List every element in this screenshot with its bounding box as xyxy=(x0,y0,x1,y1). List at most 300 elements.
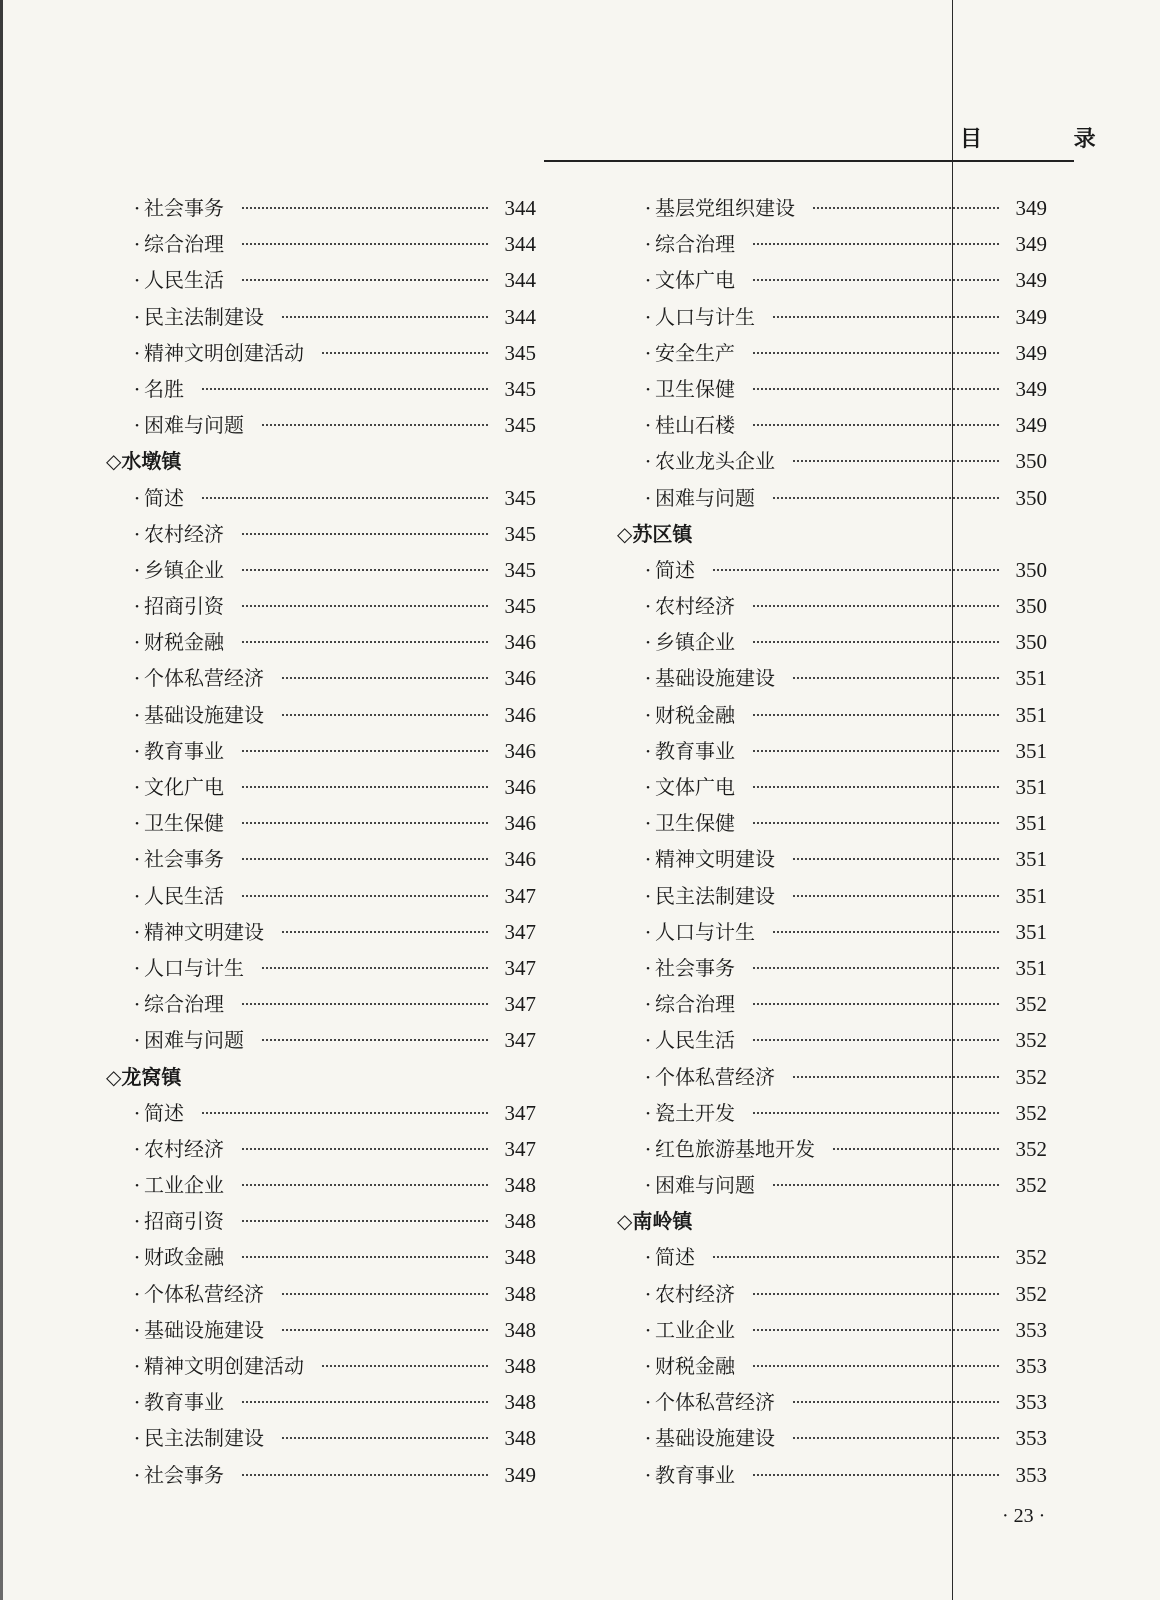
dot-leader xyxy=(773,497,999,499)
toc-entry-page: 352 xyxy=(1015,1100,1047,1125)
toc-entry-page: 352 xyxy=(1015,1281,1047,1306)
toc-entry-page: 352 xyxy=(1015,1028,1047,1053)
dot-leader xyxy=(282,316,488,318)
toc-entry-label: 简述 xyxy=(655,1245,695,1270)
toc-entry-page: 347 xyxy=(504,1136,536,1161)
bullet-dot: · xyxy=(644,1245,652,1270)
bullet-dot: · xyxy=(644,666,652,691)
toc-entry-page: 345 xyxy=(504,413,536,438)
toc-entry-page: 347 xyxy=(504,955,536,980)
toc-entry xyxy=(106,878,536,914)
toc-entry xyxy=(617,986,1047,1022)
bullet-dot: · xyxy=(133,1462,141,1487)
toc-entry xyxy=(617,552,1047,588)
toc-entry xyxy=(617,878,1047,914)
toc-entry xyxy=(617,1384,1047,1420)
toc-entry xyxy=(617,1348,1047,1384)
toc-entry-page: 349 xyxy=(1015,196,1047,220)
toc-entry-label: 文化广电 xyxy=(144,775,224,799)
bullet-dot: · xyxy=(133,1426,141,1451)
toc-entry xyxy=(106,805,536,841)
toc-entry-label: 农村经济 xyxy=(655,1281,735,1306)
dot-leader xyxy=(773,316,999,318)
toc-entry-page: 346 xyxy=(504,738,536,763)
toc-section-heading xyxy=(106,443,536,479)
toc-entry xyxy=(617,1095,1047,1131)
dot-leader xyxy=(262,1039,488,1041)
toc-entry-label: 招商引资 xyxy=(144,1209,224,1234)
bullet-dot: · xyxy=(644,1426,652,1451)
toc-entry-label: 乡镇企业 xyxy=(655,630,735,655)
dot-leader xyxy=(242,1474,488,1476)
toc-entry-label: 精神文明建设 xyxy=(144,919,264,944)
bullet-dot: · xyxy=(644,485,652,510)
bullet-dot: · xyxy=(644,1100,652,1125)
dot-leader xyxy=(282,931,488,933)
toc-entry-label: 民主法制建设 xyxy=(144,1426,264,1451)
toc-entry-label: 卫生保健 xyxy=(655,376,735,401)
toc-entry xyxy=(106,226,536,262)
toc-entry-label: 基础设施建设 xyxy=(655,666,775,691)
dot-leader xyxy=(242,605,488,607)
toc-entry-page: 353 xyxy=(1015,1462,1047,1487)
toc-entry-page: 353 xyxy=(1015,1426,1047,1451)
bullet-dot: · xyxy=(644,304,652,329)
toc-entry-page: 349 xyxy=(504,1462,536,1487)
bullet-dot: · xyxy=(133,1209,141,1234)
bullet-dot: · xyxy=(644,775,652,799)
toc-entry-page: 351 xyxy=(1015,883,1047,908)
toc-entry xyxy=(617,769,1047,805)
bullet-dot: · xyxy=(133,1136,141,1161)
toc-entry-page: 346 xyxy=(504,666,536,691)
toc-entry-page: 346 xyxy=(504,811,536,836)
section-label: ◇南岭镇 xyxy=(617,1209,693,1234)
toc-entry-page: 347 xyxy=(504,1028,536,1053)
toc-entry-page: 348 xyxy=(504,1281,536,1306)
bullet-dot: · xyxy=(133,1028,141,1053)
section-label: ◇龙窝镇 xyxy=(106,1064,182,1089)
toc-entry xyxy=(106,914,536,950)
toc-entry xyxy=(617,1312,1047,1348)
bullet-dot: · xyxy=(644,376,652,401)
dot-leader xyxy=(753,1365,999,1367)
toc-entry xyxy=(617,1167,1047,1203)
bullet-dot: · xyxy=(644,1173,652,1198)
toc-entry xyxy=(617,1420,1047,1456)
dot-leader xyxy=(242,207,488,209)
toc-entry xyxy=(617,733,1047,769)
dot-leader xyxy=(242,1003,488,1005)
toc-entry xyxy=(106,1022,536,1058)
dot-leader xyxy=(793,895,999,897)
toc-entry-label: 名胜 xyxy=(144,376,184,401)
toc-entry xyxy=(617,226,1047,262)
bullet-dot: · xyxy=(644,413,652,438)
toc-entry-label: 困难与问题 xyxy=(144,1028,244,1053)
toc-entry xyxy=(106,1239,536,1275)
toc-entry xyxy=(617,1022,1047,1058)
toc-entry xyxy=(106,299,536,335)
dot-leader xyxy=(773,931,999,933)
toc-entry xyxy=(617,299,1047,335)
dot-leader xyxy=(242,1148,488,1150)
toc-entry xyxy=(106,1131,536,1167)
bullet-dot: · xyxy=(644,811,652,836)
toc-entry-label: 综合治理 xyxy=(655,232,735,257)
dot-leader xyxy=(242,641,488,643)
dot-leader xyxy=(242,786,488,788)
toc-entry-page: 352 xyxy=(1015,1136,1047,1161)
toc-entry-page: 350 xyxy=(1015,449,1047,474)
toc-entry-page: 345 xyxy=(504,557,536,582)
toc-entry-page: 351 xyxy=(1015,919,1047,944)
toc-entry xyxy=(106,697,536,733)
toc-entry xyxy=(106,552,536,588)
toc-entry-page: 348 xyxy=(504,1245,536,1270)
toc-entry xyxy=(106,1167,536,1203)
toc-entry-page: 344 xyxy=(504,232,536,257)
dot-leader xyxy=(753,352,999,354)
toc-entry-label: 文体广电 xyxy=(655,268,735,293)
dot-leader xyxy=(753,279,999,281)
toc-entry-label: 文体广电 xyxy=(655,775,735,799)
toc-entry-label: 基础设施建设 xyxy=(655,1426,775,1451)
toc-entry-page: 346 xyxy=(504,630,536,655)
bullet-dot: · xyxy=(133,811,141,836)
dot-leader xyxy=(753,714,999,716)
dot-leader xyxy=(262,967,488,969)
toc-entry-page: 348 xyxy=(504,1317,536,1342)
bullet-dot: · xyxy=(133,1281,141,1306)
bullet-dot: · xyxy=(644,1281,652,1306)
toc-entry xyxy=(617,1457,1047,1493)
dot-leader xyxy=(753,1293,999,1295)
bullet-dot: · xyxy=(133,485,141,510)
bullet-dot: · xyxy=(644,955,652,980)
toc-entry xyxy=(106,769,536,805)
toc-entry-label: 财政金融 xyxy=(144,1245,224,1270)
toc-entry-label: 教育事业 xyxy=(144,1390,224,1415)
toc-entry xyxy=(617,480,1047,516)
toc-entry-page: 350 xyxy=(1015,594,1047,619)
toc-entry-page: 353 xyxy=(1015,1317,1047,1342)
toc-entry-label: 卫生保健 xyxy=(655,811,735,836)
toc-entry xyxy=(106,624,536,660)
section-label: ◇水墩镇 xyxy=(106,449,182,474)
toc-entry-label: 财税金融 xyxy=(655,702,735,727)
dot-leader xyxy=(713,569,999,571)
dot-leader xyxy=(793,858,999,860)
bullet-dot: · xyxy=(644,630,652,655)
bullet-dot: · xyxy=(133,232,141,257)
toc-section-heading xyxy=(106,1059,536,1095)
dot-leader xyxy=(753,822,999,824)
toc-entry-page: 353 xyxy=(1015,1354,1047,1378)
toc-entry-page: 348 xyxy=(504,1173,536,1198)
dot-leader xyxy=(753,1039,999,1041)
toc-entry-label: 社会事务 xyxy=(655,955,735,980)
dot-leader xyxy=(813,207,999,209)
toc-entry-page: 351 xyxy=(1015,847,1047,872)
toc-entry-label: 乡镇企业 xyxy=(144,557,224,582)
dot-leader xyxy=(322,352,488,354)
toc-entry xyxy=(106,1420,536,1456)
toc-entry-page: 350 xyxy=(1015,557,1047,582)
dot-leader xyxy=(202,497,488,499)
toc-entry xyxy=(617,335,1047,371)
bullet-dot: · xyxy=(133,775,141,799)
toc-entry xyxy=(617,1131,1047,1167)
toc-entry-page: 351 xyxy=(1015,955,1047,980)
toc-entry xyxy=(106,950,536,986)
toc-entry-page: 349 xyxy=(1015,340,1047,365)
bullet-dot: · xyxy=(133,1100,141,1125)
bullet-dot: · xyxy=(644,738,652,763)
toc-entry xyxy=(617,841,1047,877)
bullet-dot: · xyxy=(133,847,141,872)
toc-entry-label: 综合治理 xyxy=(655,992,735,1017)
toc-entry-page: 347 xyxy=(504,992,536,1017)
dot-leader xyxy=(753,388,999,390)
toc-entry-label: 人民生活 xyxy=(144,268,224,293)
toc-entry xyxy=(617,407,1047,443)
toc-entry-page: 349 xyxy=(1015,376,1047,401)
dot-leader xyxy=(753,786,999,788)
bullet-dot: · xyxy=(644,557,652,582)
bullet-dot: · xyxy=(133,376,141,401)
dot-leader xyxy=(282,714,488,716)
dot-leader xyxy=(773,1184,999,1186)
bullet-dot: · xyxy=(644,919,652,944)
dot-leader xyxy=(753,641,999,643)
toc-entry-label: 教育事业 xyxy=(144,738,224,763)
toc-entry-label: 教育事业 xyxy=(655,1462,735,1487)
toc-entry-page: 351 xyxy=(1015,702,1047,727)
bullet-dot: · xyxy=(644,196,652,220)
toc-section-heading xyxy=(617,516,1047,552)
dot-leader xyxy=(322,1365,488,1367)
dot-leader xyxy=(242,569,488,571)
dot-leader xyxy=(242,1256,488,1258)
toc-entry-label: 基础设施建设 xyxy=(144,1317,264,1342)
dot-leader xyxy=(753,967,999,969)
bullet-dot: · xyxy=(644,847,652,872)
toc-entry xyxy=(106,1276,536,1312)
dot-leader xyxy=(753,605,999,607)
page-header-title: 目 录 xyxy=(960,126,1138,152)
toc-entry xyxy=(106,986,536,1022)
toc-entry-label: 综合治理 xyxy=(144,232,224,257)
toc-entry-page: 351 xyxy=(1015,666,1047,691)
dot-leader xyxy=(793,1076,999,1078)
toc-entry-label: 工业企业 xyxy=(655,1317,735,1342)
toc-entry-page: 349 xyxy=(1015,304,1047,329)
toc-entry-page: 351 xyxy=(1015,775,1047,799)
toc-entry-label: 精神文明创建活动 xyxy=(144,340,304,365)
toc-entry xyxy=(106,1203,536,1239)
bullet-dot: · xyxy=(644,340,652,365)
toc-entry xyxy=(617,950,1047,986)
toc-entry-page: 348 xyxy=(504,1209,536,1234)
toc-entry xyxy=(617,1059,1047,1095)
toc-entry-label: 困难与问题 xyxy=(655,485,755,510)
dot-leader xyxy=(753,243,999,245)
toc-entry xyxy=(617,1276,1047,1312)
bullet-dot: · xyxy=(133,883,141,908)
bullet-dot: · xyxy=(133,1354,141,1378)
bullet-dot: · xyxy=(644,992,652,1017)
bullet-dot: · xyxy=(133,919,141,944)
toc-entry-label: 农村经济 xyxy=(144,521,224,546)
bullet-dot: · xyxy=(644,449,652,474)
dot-leader xyxy=(242,858,488,860)
bullet-dot: · xyxy=(644,1354,652,1378)
toc-entry xyxy=(106,588,536,624)
toc-entry xyxy=(106,480,536,516)
bullet-dot: · xyxy=(133,594,141,619)
dot-leader xyxy=(753,424,999,426)
bullet-dot: · xyxy=(133,1390,141,1415)
toc-entry-page: 344 xyxy=(504,268,536,293)
bullet-dot: · xyxy=(644,1028,652,1053)
dot-leader xyxy=(753,1003,999,1005)
dot-leader xyxy=(753,750,999,752)
toc-column-right xyxy=(617,190,1047,1493)
bullet-dot: · xyxy=(133,304,141,329)
toc-entry-label: 社会事务 xyxy=(144,1462,224,1487)
toc-entry xyxy=(106,841,536,877)
toc-entry-label: 人口与计生 xyxy=(144,955,244,980)
toc-entry-label: 农村经济 xyxy=(655,594,735,619)
bullet-dot: · xyxy=(644,232,652,257)
toc-entry xyxy=(617,697,1047,733)
toc-entry-label: 农村经济 xyxy=(144,1136,224,1161)
toc-entry-label: 个体私营经济 xyxy=(144,1281,264,1306)
page-number: · 23 · xyxy=(1002,1505,1046,1527)
toc-entry-page: 347 xyxy=(504,1100,536,1125)
toc-entry-label: 瓷土开发 xyxy=(655,1100,735,1125)
toc-entry-label: 精神文明创建活动 xyxy=(144,1354,304,1378)
toc-entry-label: 工业企业 xyxy=(144,1173,224,1198)
dot-leader xyxy=(753,1329,999,1331)
toc-entry xyxy=(617,914,1047,950)
toc-entry-page: 346 xyxy=(504,775,536,799)
toc-entry-label: 简述 xyxy=(144,1100,184,1125)
toc-entry-label: 民主法制建设 xyxy=(144,304,264,329)
toc-entry-page: 346 xyxy=(504,702,536,727)
dot-leader xyxy=(282,677,488,679)
toc-entry xyxy=(617,1239,1047,1275)
toc-entry-page: 347 xyxy=(504,883,536,908)
scan-left-edge xyxy=(0,0,3,1600)
toc-entry xyxy=(106,1095,536,1131)
bullet-dot: · xyxy=(644,594,652,619)
dot-leader xyxy=(242,533,488,535)
toc-entry-label: 个体私营经济 xyxy=(655,1390,775,1415)
toc-entry xyxy=(106,371,536,407)
bullet-dot: · xyxy=(133,738,141,763)
dot-leader xyxy=(242,243,488,245)
bullet-dot: · xyxy=(644,1462,652,1487)
toc-entry-page: 351 xyxy=(1015,738,1047,763)
toc-entry-label: 人口与计生 xyxy=(655,304,755,329)
bullet-dot: · xyxy=(644,1317,652,1342)
toc-entry-page: 344 xyxy=(504,196,536,220)
bullet-dot: · xyxy=(644,268,652,293)
toc-entry xyxy=(617,190,1047,226)
dot-leader xyxy=(833,1148,999,1150)
toc-entry-page: 345 xyxy=(504,594,536,619)
toc-entry xyxy=(106,660,536,696)
bullet-dot: · xyxy=(133,1173,141,1198)
toc-entry-label: 卫生保健 xyxy=(144,811,224,836)
bullet-dot: · xyxy=(644,1064,652,1089)
toc-entry-page: 348 xyxy=(504,1390,536,1415)
bullet-dot: · xyxy=(133,268,141,293)
dot-leader xyxy=(242,1401,488,1403)
toc-entry-page: 349 xyxy=(1015,268,1047,293)
toc-entry-page: 352 xyxy=(1015,1064,1047,1089)
toc-entry-page: 345 xyxy=(504,376,536,401)
toc-entry-label: 农业龙头企业 xyxy=(655,449,775,474)
bullet-dot: · xyxy=(133,413,141,438)
toc-entry-page: 349 xyxy=(1015,413,1047,438)
bullet-dot: · xyxy=(133,992,141,1017)
toc-entry xyxy=(106,1384,536,1420)
toc-entry xyxy=(106,1348,536,1384)
toc-entry xyxy=(617,660,1047,696)
toc-entry xyxy=(617,371,1047,407)
dot-leader xyxy=(793,1401,999,1403)
toc-entry-page: 351 xyxy=(1015,811,1047,836)
toc-entry xyxy=(617,588,1047,624)
toc-entry-page: 350 xyxy=(1015,630,1047,655)
dot-leader xyxy=(282,1437,488,1439)
toc-column-left xyxy=(106,190,536,1493)
toc-entry-label: 精神文明建设 xyxy=(655,847,775,872)
toc-entry-label: 基础设施建设 xyxy=(144,702,264,727)
bullet-dot: · xyxy=(133,666,141,691)
toc-entry xyxy=(106,1457,536,1493)
toc-entry xyxy=(106,733,536,769)
toc-entry-page: 345 xyxy=(504,340,536,365)
toc-entry-page: 346 xyxy=(504,847,536,872)
bullet-dot: · xyxy=(644,1136,652,1161)
toc-entry-label: 桂山石楼 xyxy=(655,413,735,438)
dot-leader xyxy=(753,1112,999,1114)
header-rule xyxy=(544,160,1074,162)
bullet-dot: · xyxy=(133,1245,141,1270)
dot-leader xyxy=(202,1112,488,1114)
toc-entry-label: 红色旅游基地开发 xyxy=(655,1136,815,1161)
toc-entry xyxy=(617,805,1047,841)
bullet-dot: · xyxy=(133,521,141,546)
toc-entry-label: 困难与问题 xyxy=(144,413,244,438)
toc-entry xyxy=(106,335,536,371)
toc-entry xyxy=(106,407,536,443)
bullet-dot: · xyxy=(133,630,141,655)
toc-entry xyxy=(617,443,1047,479)
dot-leader xyxy=(242,1184,488,1186)
toc-entry xyxy=(617,262,1047,298)
section-label: ◇苏区镇 xyxy=(617,521,693,546)
toc-entry-label: 困难与问题 xyxy=(655,1173,755,1198)
toc-entry-page: 352 xyxy=(1015,1173,1047,1198)
toc-entry-label: 民主法制建设 xyxy=(655,883,775,908)
dot-leader xyxy=(242,279,488,281)
toc-entry-page: 344 xyxy=(504,304,536,329)
